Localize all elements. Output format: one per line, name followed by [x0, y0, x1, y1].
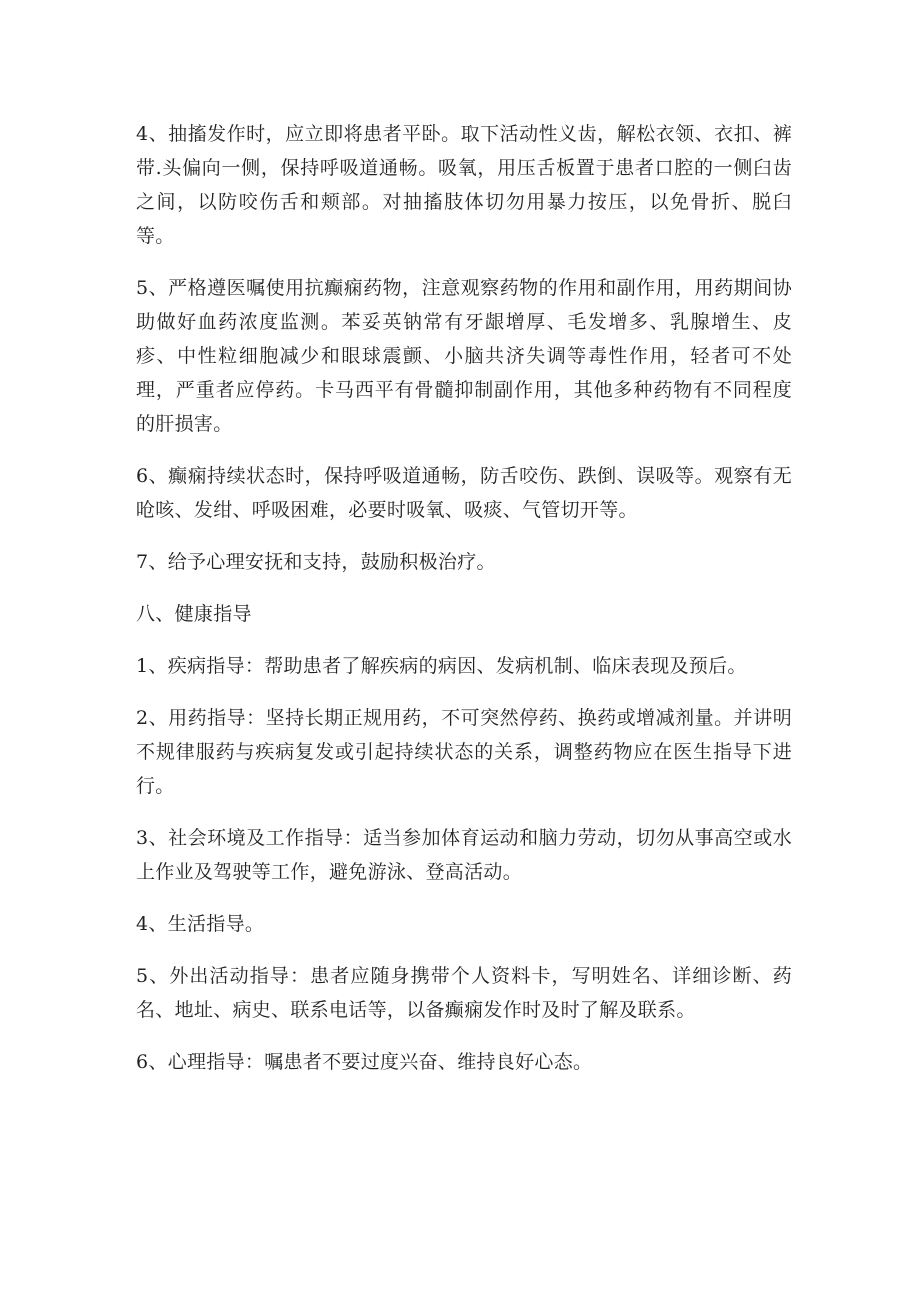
- paragraph-medication-guidance: 2、用药指导：坚持长期正规用药，不可突然停药、换药或增减剂量。并讲明不规律服药与疾病复发或引起持续状态的关系，调整药物应在医生指导下进行。: [136, 707, 792, 797]
- paragraph-antiepileptic-drugs: 5、严格遵医嘱使用抗癫痫药物，注意观察药物的作用和副作用，用药期间协助做好血药浓度监测。苯妥英钠常有牙龈增厚、毛发增多、乳腺增生、皮疹、中性粒细胞减少和眼球震颤、小脑共济失调等毒性作用，轻者可不处理，严重者应停药。卡马西平有骨髓抑制副作用，其他多种药物有不同程度的肝损害。: [136, 277, 792, 435]
- paragraph-seizure-care: 4、抽搐发作时，应立即将患者平卧。取下活动性义齿，解松衣领、衣扣、裤带.头偏向一侧，保持呼吸道通畅。吸氧，用压舌板置于患者口腔的一侧臼齿之间，以防咬伤舌和颊部。对抽搐肢体切勿用暴力按压，以免骨折、脱臼等。: [136, 123, 792, 247]
- paragraph-psychological-support: 7、给予心理安抚和支持，鼓励积极治疗。: [136, 551, 496, 573]
- paragraph-mental-guidance: 6、心理指导：嘱患者不要过度兴奋、维持良好心态。: [136, 1051, 593, 1073]
- paragraph-disease-guidance: 1、疾病指导：帮助患者了解疾病的病因、发病机制、临床表现及预后。: [136, 655, 747, 677]
- paragraph-life-guidance: 4、生活指导。: [136, 913, 265, 935]
- section-heading-health-guidance: 八、健康指导: [136, 603, 252, 625]
- paragraph-outing-guidance: 5、外出活动指导：患者应随身携带个人资料卡，写明姓名、详细诊断、药名、地址、病史、联系电话等，以备癫痫发作时及时了解及联系。: [136, 965, 792, 1021]
- paragraph-status-epilepticus: 6、癫痫持续状态时，保持呼吸道通畅，防舌咬伤、跌倒、误吸等。观察有无呛咳、发绀、呼吸困难，必要时吸氧、吸痰、气管切开等。: [136, 465, 792, 521]
- paragraph-work-guidance: 3、社会环境及工作指导：适当参加体育运动和脑力劳动，切勿从事高空或水上作业及驾驶等工作，避免游泳、登高活动。: [136, 827, 792, 883]
